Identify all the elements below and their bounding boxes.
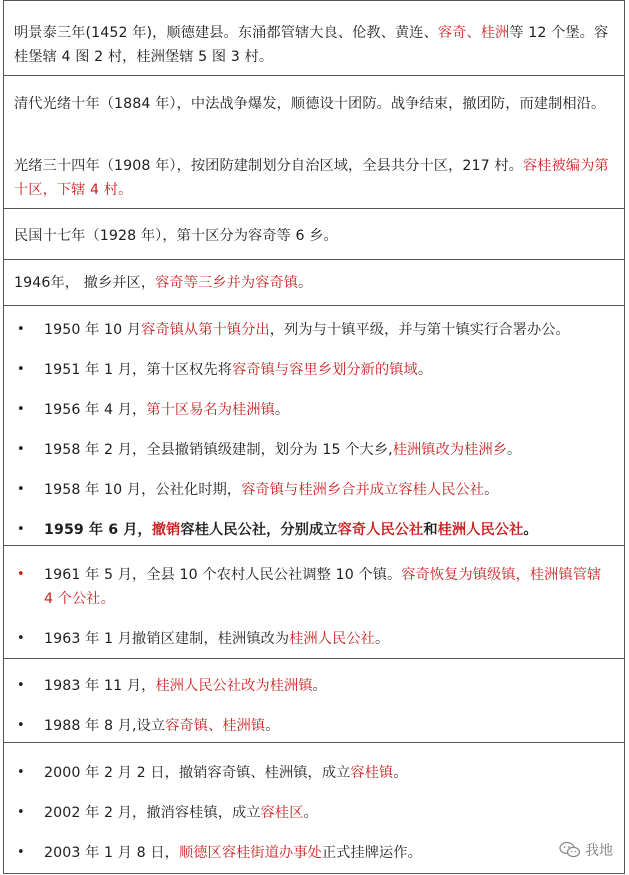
timeline-block xyxy=(4,742,624,874)
text-run: 。 xyxy=(484,482,499,498)
text-run: 。 xyxy=(312,678,327,694)
timeline-block xyxy=(4,305,624,545)
highlighted-text: 顺德区容桂街道办事处 xyxy=(178,845,322,861)
text-run: 。 xyxy=(393,765,408,781)
highlighted-text: 第十区易名为桂洲镇 xyxy=(146,402,275,418)
list-item-text xyxy=(44,398,612,422)
list-item-text xyxy=(44,801,612,825)
highlighted-text: 容奇人民公社 xyxy=(337,522,424,538)
bullet-dot: • xyxy=(17,567,25,582)
text-run: 。 xyxy=(303,805,318,821)
text-run: 。 xyxy=(374,631,390,647)
history-paragraph xyxy=(14,21,612,69)
text-run: 和 xyxy=(423,522,438,538)
highlighted-text: 容奇等三乡并为容奇镇 xyxy=(155,275,299,291)
text-run: 。 xyxy=(523,522,538,538)
watermark-text: 我地 xyxy=(585,843,613,859)
text-run: 1950 年 10 月 xyxy=(44,322,142,338)
list-item-text xyxy=(44,761,612,785)
highlighted-text: 容奇镇与桂洲乡合并成立容桂人民公社 xyxy=(241,482,485,498)
highlighted-text: 容奇镇与容里乡划分新的镇域 xyxy=(232,362,418,378)
bullet-dot: • xyxy=(17,442,25,457)
highlighted-text: 桂洲人民公社 xyxy=(289,631,375,647)
highlighted-text: 容奇、桂洲 xyxy=(437,25,510,41)
timeline-block xyxy=(4,208,624,259)
bullet-dot: • xyxy=(17,845,25,860)
text-run: 1988 年 8 月,设立 xyxy=(44,718,166,734)
bullet-dot: • xyxy=(17,805,25,820)
timeline-block xyxy=(4,545,624,658)
timeline-block xyxy=(4,658,624,742)
list-item-text xyxy=(44,318,612,342)
text-run: 1951 年 1 月，第十区权先将 xyxy=(44,362,233,378)
list-item-text xyxy=(44,674,612,698)
highlighted-text: 容桂镇 xyxy=(350,765,394,781)
history-paragraph xyxy=(14,92,612,116)
text-run: 2000 年 2 月 2 日，撤销容奇镇、桂洲镇，成立 xyxy=(44,765,351,781)
text-run: 光绪三十四年（1908 年），按团防建制划分自治区域，全县共分十区，217 村。 xyxy=(14,158,523,174)
list-item-text xyxy=(44,478,612,502)
bullet-dot: • xyxy=(17,678,25,693)
highlighted-text: 容奇镇从第十镇分出 xyxy=(141,322,270,338)
history-timeline xyxy=(3,0,625,874)
timeline-block xyxy=(4,0,624,75)
text-run: 。 xyxy=(507,442,522,458)
list-item-text xyxy=(44,358,612,382)
text-run: 。 xyxy=(298,275,313,291)
list-item-text xyxy=(44,438,612,462)
bullet-dot: • xyxy=(17,522,25,537)
timeline-block xyxy=(4,259,624,305)
text-run: 1983 年 11 月， xyxy=(44,678,156,694)
bullet-dot: • xyxy=(17,362,25,377)
wechat-icon xyxy=(559,841,581,859)
text-run: 清代光绪十年（1884 年），中法战争爆发，顺德设十团防。战争结束，撤团防，而建制相沿。 xyxy=(14,96,606,112)
highlighted-text: 撤销 xyxy=(151,522,181,538)
text-run: 1961 年 5 月，全县 10 个农村人民公社调整 10 个镇。 xyxy=(44,567,402,583)
bullet-dot: • xyxy=(17,765,25,780)
text-run: 明景泰三年(1452 年)，顺德建县。东涌都管辖大良、伦教、黄连、 xyxy=(14,25,438,41)
text-run: 1946年， 撤乡并区， xyxy=(14,275,156,291)
list-item-text xyxy=(44,518,612,542)
highlighted-text: 桂洲人民公社改为桂洲镇 xyxy=(155,678,313,694)
bullet-dot: • xyxy=(17,482,25,497)
text-run: 正式挂牌运作。 xyxy=(321,845,422,861)
text-run: 民国十七年（1928 年），第十区分为容奇等 6 乡。 xyxy=(14,228,338,244)
highlighted-text: 容桂区 xyxy=(260,805,304,821)
bullet-dot: • xyxy=(17,322,25,337)
list-item-text xyxy=(44,714,612,738)
highlighted-text: 容桂被编为第十区，下辖 4 村。 xyxy=(14,158,609,198)
list-item-text xyxy=(44,627,612,651)
history-paragraph xyxy=(14,271,612,295)
watermark xyxy=(559,840,613,860)
text-run: 1958 年 2 月，全县撤销镇级建制，划分为 15 个大乡, xyxy=(44,442,393,458)
list-item-text xyxy=(44,841,612,865)
text-run: 1963 年 1 月撤销区建制，桂洲镇改为 xyxy=(44,631,290,647)
text-run: 2003 年 1 月 8 日， xyxy=(44,845,179,861)
timeline-block xyxy=(4,75,624,208)
text-run: 。 xyxy=(417,362,433,378)
highlighted-text: 容奇镇、桂洲镇 xyxy=(165,718,266,734)
highlighted-text: 桂洲人民公社 xyxy=(437,522,524,538)
bullet-dot: • xyxy=(17,718,25,733)
list-item-text xyxy=(44,563,612,611)
text-run: 2002 年 2 月，撤消容桂镇，成立 xyxy=(44,805,261,821)
bullet-dot: • xyxy=(17,402,25,417)
text-run: 1959 年 6 月， xyxy=(44,522,152,538)
history-paragraph xyxy=(14,154,612,202)
history-paragraph xyxy=(14,224,612,248)
text-run: 。 xyxy=(265,718,280,734)
highlighted-text: 桂洲镇改为桂洲乡 xyxy=(392,442,508,458)
text-run: ，列为与十镇平级，并与第十镇实行合署办公。 xyxy=(269,322,570,338)
bullet-dot: • xyxy=(17,631,25,646)
text-run: 1956 年 4 月， xyxy=(44,402,147,418)
highlighted-text: 容奇恢复为镇级镇，桂洲镇管辖 4 个公社。 xyxy=(44,567,602,607)
text-run: 。 xyxy=(274,402,290,418)
text-run: 1958 年 10 月，公社化时期， xyxy=(44,482,242,498)
text-run: 等 12 个堡。容桂堡辖 4 图 2 村，桂洲堡辖 5 图 3 村。 xyxy=(14,25,609,65)
text-run: 容桂人民公社，分别成立 xyxy=(180,522,338,538)
